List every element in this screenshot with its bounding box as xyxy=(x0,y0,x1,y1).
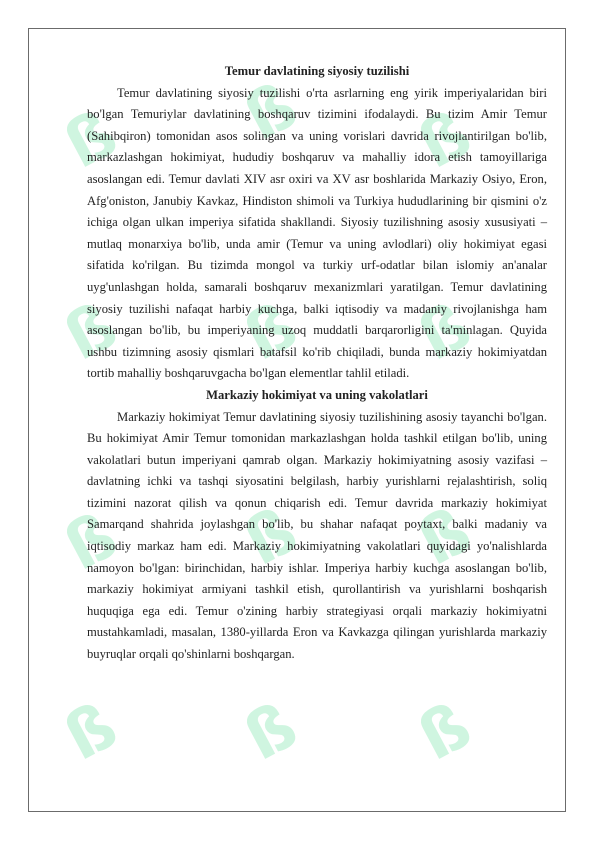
watermark-logo: ß xyxy=(53,688,129,776)
document-title: Temur davlatining siyosiy tuzilishi xyxy=(224,64,410,78)
watermark-logo: ß xyxy=(53,288,129,376)
watermark-logo: ß xyxy=(407,96,483,184)
watermark-logo: ß xyxy=(53,96,129,184)
watermark-logo: ß xyxy=(53,498,129,586)
watermark-logo: ß xyxy=(407,288,483,376)
document-content xyxy=(87,61,547,666)
section-paragraph: Markaziy hokimiyat Temur davlatining siyosiy tuzilishining asosiy tayanchi bo'lgan. Bu hokimiyat Amir Temur tomonidan markazlashgan holda tashkil etilgan bo'lib, uning vakolatlari butun imperiyani qamrab olgan. Markaziy hokimiyatning asosiy vazifasi – davlatning ichki va tashqi siyosatini belgilash, harbiy yurishlarni rejalashtirish, soliq tizimini nazorat qilish va qonun chiqarish edi. Temur davrida markaziy hokimiyat Samarqand shahrida joylashgan bo'lib, bu shahar nafaqat poytaxt, balki madaniy va iqtisodiy markaz ham edi. Markaziy hokimiyatning vakolatlari quyidagi yo'nalishlarda namoyon bo'lgan: birinchidan, harbiy ishlar. Imperiya harbiy kuchga asoslangan bo'lib, markaziy hokimiyat armiyani tashkil etish, qurollantirish va yurishlarni boshqarish huquqiga ega edi. Temur o'zining harbiy strategiyasi orqali markaziy hokimiyatni mustahkamladi, masalan, 1380-yillarda Eron va Kavkazga qilingan yurishlarda markaziy buyruqlar orqali qo'shinlarni boshqargan. xyxy=(87,409,547,662)
intro-paragraph: Temur davlatining siyosiy tuzilishi o'rta asrlarning eng yirik imperiyalaridan biri bo'lgan Temuriylar davlatining boshqaruv tizimini ifodalaydi. Bu tizim Amir Temur (Sahibqiron) tomonidan asos solingan va uning vorislari davrida rivojlantirilgan bo'lib, markazlashgan hokimiyat, hududiy boshqaruv va mahalliy idora etish tamoyillariga asoslangan edi. Temur davlati XIV asr oxiri va XV asr boshlarida Markaziy Osiyo, Eron, Afg'oniston, Janubiy Kavkaz, Hindiston shimoli va Turkiya hududlarining bir qismini o'z ichiga olgan ulkan imperiya sifatida shakllandi. Siyosiy tuzilishning asosiy xususiyati – mutlaq monarxiya bo'lib, unda amir (Temur va uning avlodlari) oliy hokimiyat egasi sifatida ko'rilgan. Bu tizimda mongol va turkiy urf-odatlar bilan islomiy an'analar uyg'unlashgan holda, samarali boshqaruv mexanizmlari yaratilgan. Temur davlatining siyosiy tuzilishi nafaqat harbiy kuchga, balki iqtisodiy va madaniy rivojlanishga ham asoslangan bo'lib, bu imperiyaning uzoq muddatli barqarorligini ta'minlagan. Quyida ushbu tizimning asosiy qismlari batafsil ko'rib chiqiladi, bunda markaziy hokimiyatdan tortib mahalliy boshqaruvgacha bo'lgan elementlar tahlil etiladi. xyxy=(87,85,547,381)
watermark-logo: ß xyxy=(407,493,483,581)
watermark-logo: ß xyxy=(233,493,309,581)
section-heading: Markaziy hokimiyat va uning vakolatlari xyxy=(206,387,428,402)
watermark-logo: ß xyxy=(407,688,483,776)
watermark-logo: ß xyxy=(233,688,309,776)
watermark-logo: ß xyxy=(233,68,309,156)
watermark-logo: ß xyxy=(233,288,309,376)
